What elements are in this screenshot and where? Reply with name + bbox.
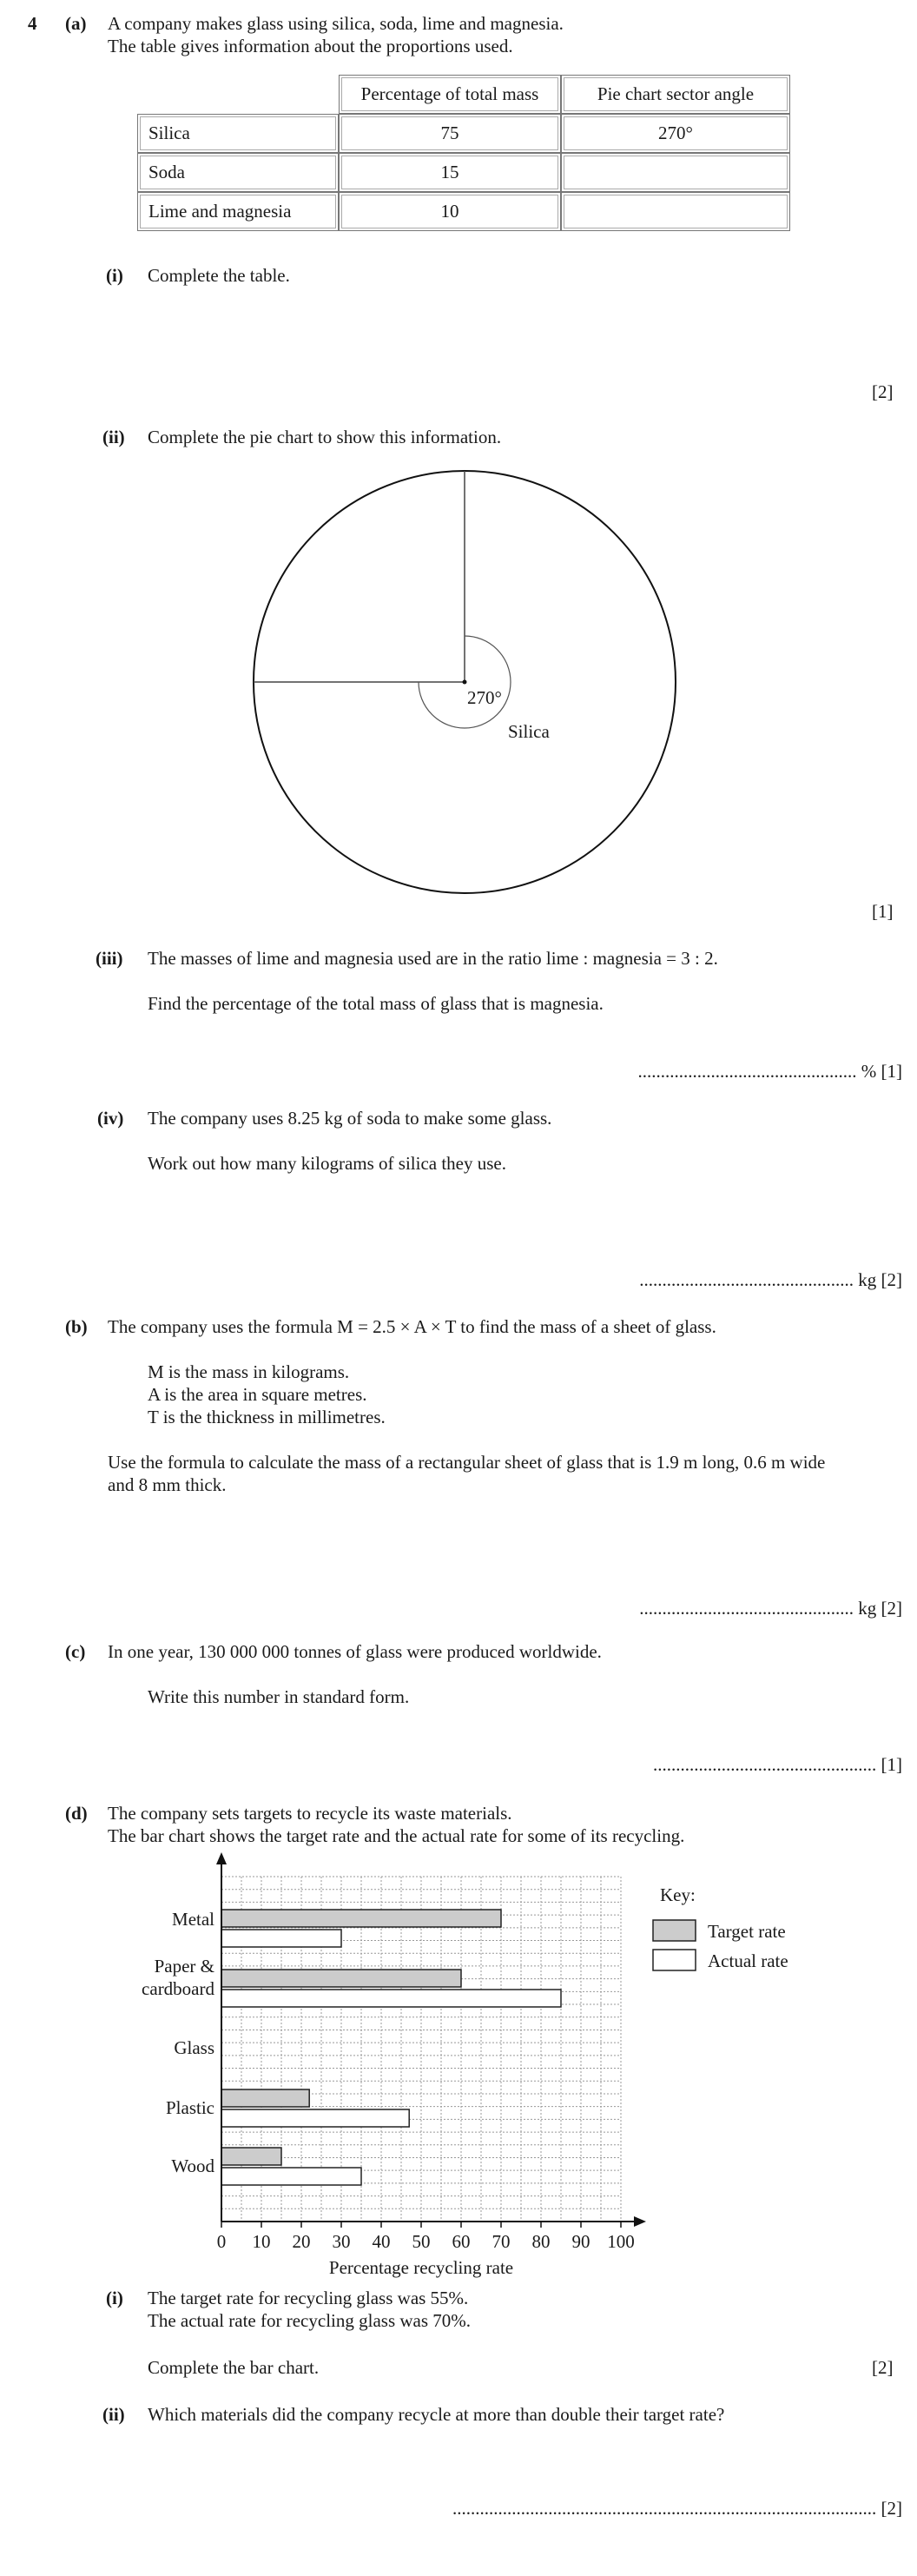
x-tick-label: 0 <box>216 2231 227 2252</box>
part-a-iv-label: (iv) <box>97 1108 124 1129</box>
part-a-intro-2: The table gives information about the proportions used. <box>108 36 513 56</box>
answer-line-a-iii[interactable]: ................................................ % [1] <box>637 1061 902 1082</box>
part-b-text-3: and 8 mm thick. <box>108 1474 227 1495</box>
answer-line-a-iv[interactable]: ............................................... kg [2] <box>639 1269 902 1290</box>
part-a-iii-text: The masses of lime and magnesia used are in the ratio lime : magnesia = 3 : 2. <box>148 948 718 969</box>
x-tick-label: 80 <box>531 2231 551 2252</box>
category-label: Paper & <box>154 1956 214 1977</box>
part-d-ii-text: Which materials did the company recycle at more than double their target rate? <box>148 2404 725 2425</box>
x-tick-label: 30 <box>332 2231 351 2252</box>
legend-swatch <box>653 1950 696 1970</box>
chart-bars <box>221 1910 561 2185</box>
part-a-intro: A company makes glass using silica, soda, lime and magnesia. <box>108 13 564 34</box>
answer-line-c[interactable]: ................................................. [1] <box>653 1754 902 1775</box>
part-a-i-label: (i) <box>106 265 123 286</box>
x-axis-arrow <box>634 2216 646 2227</box>
x-tick-label: 40 <box>372 2231 391 2252</box>
legend-label: Actual rate <box>708 1950 788 1971</box>
x-tick-label: 100 <box>607 2231 635 2252</box>
bar-target <box>221 1970 461 1987</box>
part-d-ii-label: (ii) <box>102 2404 125 2425</box>
table-cell: Soda <box>137 153 339 192</box>
chart-legend <box>653 1884 788 1971</box>
y-axis-arrow <box>216 1852 227 1864</box>
x-tick-label: 10 <box>252 2231 271 2252</box>
x-tick-label: 70 <box>491 2231 511 2252</box>
part-a-ii-label: (ii) <box>102 427 125 447</box>
sector-label-silica: Silica <box>508 721 550 742</box>
part-d-i-label: (i) <box>106 2288 123 2308</box>
category-label: cardboard <box>142 1978 214 1999</box>
part-c-text: In one year, 130 000 000 tonnes of glass were produced worldwide. <box>108 1641 602 1662</box>
part-c-label: (c) <box>65 1641 86 1662</box>
category-label: Plastic <box>166 2097 214 2118</box>
category-label: Glass <box>174 2037 214 2058</box>
marks-d-i: [2] <box>872 2357 894 2378</box>
part-a-label: (a) <box>65 13 87 34</box>
part-d-i-text: The target rate for recycling glass was 55%. <box>148 2288 469 2308</box>
table-header: Percentage of total mass <box>339 75 561 114</box>
part-a-ii-text: Complete the pie chart to show this information. <box>148 427 502 447</box>
part-c-text-2: Write this number in standard form. <box>148 1686 410 1707</box>
bar-target <box>221 2089 309 2107</box>
part-a-iv-text: The company uses 8.25 kg of soda to make some glass. <box>148 1108 552 1129</box>
table-cell: 10 <box>339 192 561 231</box>
angle-label: 270° <box>467 687 502 708</box>
part-a-iv-text-2: Work out how many kilograms of silica they use. <box>148 1153 506 1174</box>
legend-label: Target rate <box>708 1921 786 1942</box>
legend-swatch <box>653 1920 696 1941</box>
part-b-text: The company uses the formula M = 2.5 × A × T to find the mass of a sheet of glass. <box>108 1316 716 1337</box>
marks-a-i: [2] <box>872 381 894 402</box>
marks-a-ii: [1] <box>872 901 894 922</box>
answer-line-b[interactable]: ............................................... kg [2] <box>639 1598 902 1619</box>
question-number: 4 <box>28 13 37 34</box>
table-cell: 75 <box>339 114 561 153</box>
part-b-text-2: Use the formula to calculate the mass of a rectangular sheet of glass that is 1.9 m long, 0.6 m wide <box>108 1452 826 1473</box>
part-d-text: The company sets targets to recycle its waste materials. <box>108 1803 512 1824</box>
bar-target <box>221 2148 281 2165</box>
category-label: Metal <box>172 1909 214 1930</box>
table-cell: Lime and magnesia <box>137 192 339 231</box>
bar-target <box>221 1910 501 1927</box>
part-a-iii-label: (iii) <box>96 948 123 969</box>
definition-a: A is the area in square metres. <box>148 1384 367 1405</box>
table-cell: 15 <box>339 153 561 192</box>
table-header: Pie chart sector angle <box>561 75 790 114</box>
table-cell: 270° <box>561 114 790 153</box>
table-cell: Silica <box>137 114 339 153</box>
part-d-text-2: The bar chart shows the target rate and the actual rate for some of its recycling. <box>108 1825 685 1846</box>
part-a-iii-text-2: Find the percentage of the total mass of glass that is magnesia. <box>148 993 604 1014</box>
part-d-i-text-3: Complete the bar chart. <box>148 2357 320 2378</box>
answer-line-d-ii[interactable]: ............................................................................................. [2] <box>452 2498 902 2519</box>
part-b-label: (b) <box>65 1316 88 1337</box>
part-a-i-text: Complete the table. <box>148 265 290 286</box>
part-d-i-text-2: The actual rate for recycling glass was 70%. <box>148 2310 472 2331</box>
bar-actual <box>221 1930 341 1947</box>
x-tick-label: 50 <box>412 2231 431 2252</box>
x-tick-label: 90 <box>571 2231 590 2252</box>
x-axis-label: Percentage recycling rate <box>328 2257 514 2278</box>
category-label: Wood <box>171 2155 214 2176</box>
legend-title: Key: <box>660 1884 696 1905</box>
definition-m: M is the mass in kilograms. <box>148 1361 350 1382</box>
pie-chart[interactable] <box>0 0 917 956</box>
part-d-label: (d) <box>65 1803 88 1824</box>
bar-actual <box>221 1990 561 2007</box>
definition-t: T is the thickness in millimetres. <box>148 1407 386 1427</box>
x-tick-label: 20 <box>292 2231 311 2252</box>
bar-actual <box>221 2168 361 2185</box>
pie-center-dot <box>463 680 467 685</box>
x-tick-label: 60 <box>452 2231 471 2252</box>
bar-actual <box>221 2109 409 2127</box>
bar-chart[interactable] <box>0 1851 917 2337</box>
